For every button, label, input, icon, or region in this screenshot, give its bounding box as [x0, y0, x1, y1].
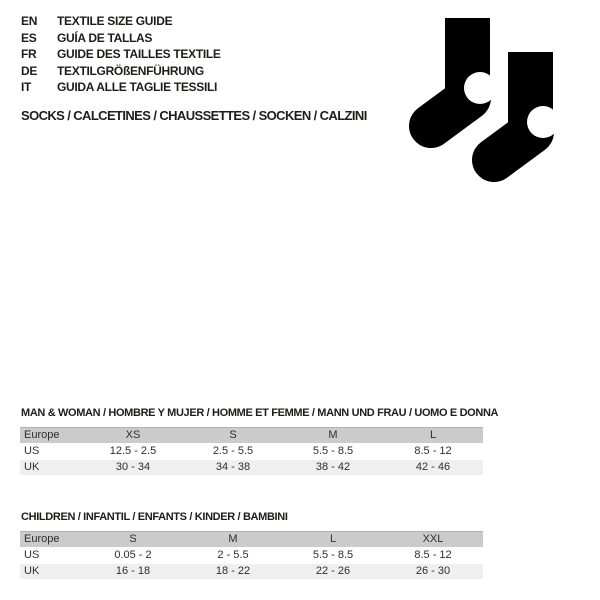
size-value: 22 - 26	[315, 565, 351, 577]
table-row-us	[20, 444, 483, 459]
size-value: 18 - 22	[215, 565, 251, 577]
size-value: 0.05 - 2	[114, 549, 152, 561]
table-title-children: CHILDREN / INFANTIL / ENFANTS / KINDER / BAMBINI	[21, 511, 288, 523]
size-value: 5.5 - 8.5	[312, 445, 354, 457]
column-header-size: M	[228, 533, 238, 545]
language-code: ES	[21, 30, 37, 45]
table-header-row	[20, 427, 483, 443]
size-value: 34 - 38	[215, 461, 251, 473]
table-title-adults: MAN & WOMAN / HOMBRE Y MUJER / HOMME ET FEMME / MANN UND FRAU / UOMO E DONNA	[21, 407, 499, 419]
table-row-us	[20, 548, 483, 563]
language-label: GUIDA ALLE TAGLIE TESSILI	[57, 80, 218, 95]
socks-icon	[395, 10, 565, 200]
column-header-size: XXL	[422, 533, 444, 545]
column-header-size: XS	[125, 429, 141, 441]
size-value: 2.5 - 5.5	[212, 445, 254, 457]
column-header-region: Europe	[24, 429, 60, 441]
column-header-size: S	[129, 533, 137, 545]
language-code: IT	[21, 80, 32, 95]
language-code: DE	[21, 63, 38, 78]
language-code: EN	[21, 14, 38, 29]
table-header-row	[20, 531, 483, 547]
category-title: SOCKS / CALCETINES / CHAUSSETTES / SOCKEN / CALZINI	[21, 108, 367, 123]
sock-back-icon	[431, 18, 496, 126]
size-value: 16 - 18	[115, 565, 151, 577]
table-row-uk	[20, 564, 483, 579]
language-row-it	[21, 79, 221, 96]
row-label: UK	[24, 565, 40, 577]
row-label: UK	[24, 461, 40, 473]
language-label: GUIDE DES TAILLES TEXTILE	[57, 47, 221, 62]
size-value: 8.5 - 12	[414, 445, 452, 457]
size-table-adults	[20, 407, 499, 476]
table-row-uk	[20, 460, 483, 475]
language-row-fr	[21, 46, 221, 63]
size-value: 26 - 30	[415, 565, 451, 577]
size-value: 2 - 5.5	[217, 549, 249, 561]
size-value: 12.5 - 2.5	[109, 445, 157, 457]
language-label: GUÍA DE TALLAS	[57, 30, 153, 45]
column-header-size: L	[329, 533, 337, 545]
row-label: US	[24, 549, 40, 561]
language-row-es	[21, 30, 221, 47]
row-label: US	[24, 445, 40, 457]
column-header-region: Europe	[24, 533, 60, 545]
language-row-de	[21, 63, 221, 80]
column-header-size: M	[328, 429, 338, 441]
language-list	[21, 13, 221, 96]
sock-front-icon	[494, 52, 559, 160]
size-value: 5.5 - 8.5	[312, 549, 354, 561]
language-row-en	[21, 13, 221, 30]
size-value: 42 - 46	[415, 461, 451, 473]
language-label: TEXTILGRÖßENFÜHRUNG	[57, 63, 204, 78]
language-code: FR	[21, 47, 37, 62]
size-value: 8.5 - 12	[414, 549, 452, 561]
size-value: 38 - 42	[315, 461, 351, 473]
size-value: 30 - 34	[115, 461, 151, 473]
size-table-children	[20, 511, 483, 580]
language-label: TEXTILE SIZE GUIDE	[57, 14, 173, 29]
column-header-size: S	[229, 429, 237, 441]
column-header-size: L	[429, 429, 437, 441]
